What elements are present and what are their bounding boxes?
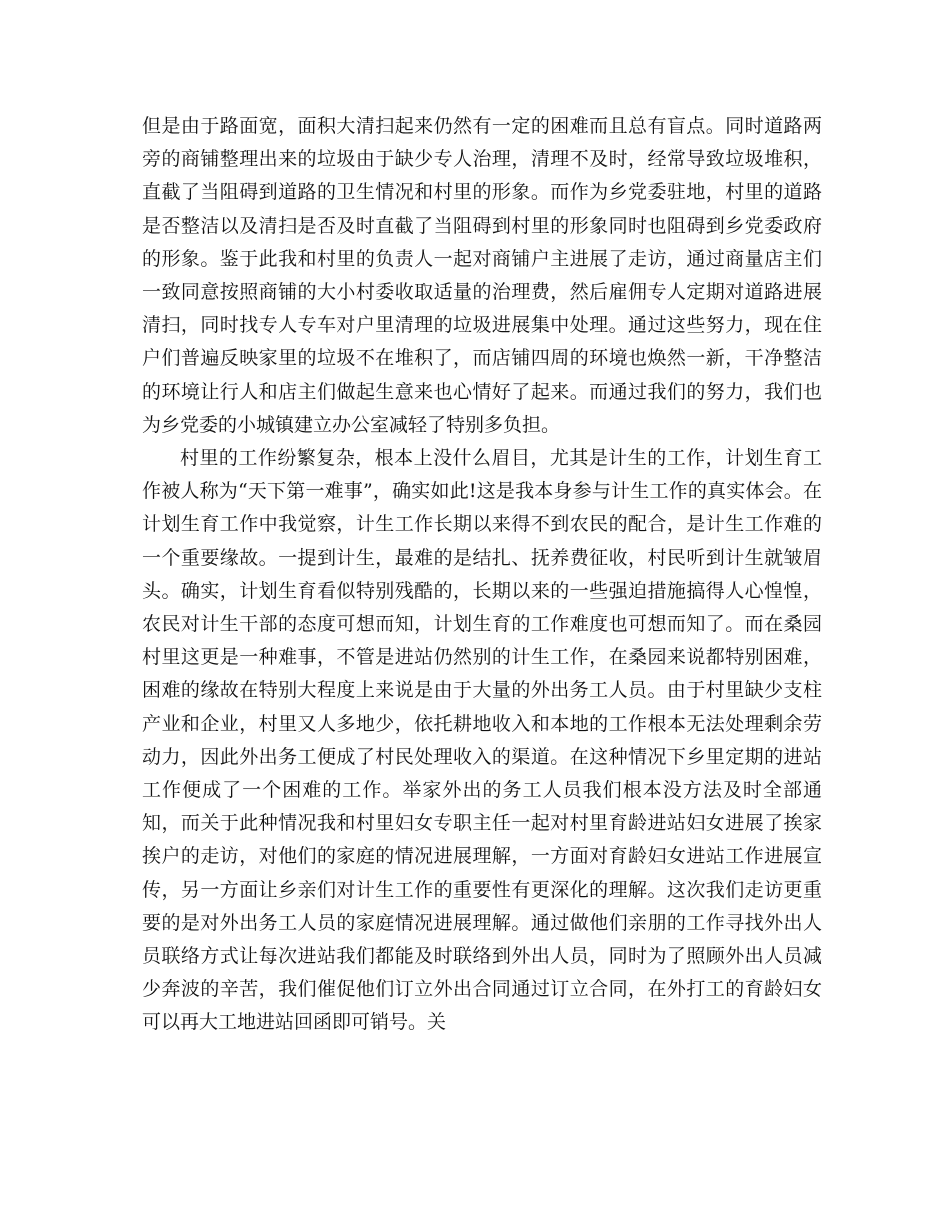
document-body xyxy=(142,110,822,1040)
paragraph-2: 村里的工作纷繁复杂，根本上没什么眉目，尤其是计生的工作，计划生育工作被人称为“天下第一难事”，确实如此!这是我本身参与计生工作的真实体会。在计划生育工作中我觉察，计生工作长期以来得不到农民的配合，是计生工作难的一个重要缘故。一提到计生，最难的是结扎、抚养费征收，村民听到计生就皱眉头。确实，计划生育看似特别残酷的，长期以来的一些强迫措施搞得人心惶惶，农民对计生干部的态度可想而知，计划生育的工作难度也可想而知了。而在桑园村里这更是一种难事，不管是进站仍然别的计生工作，在桑园来说都特别困难，困难的缘故在特别大程度上来说是由于大量的外出务工人员。由于村里缺少支柱产业和企业，村里又人多地少，依托耕地收入和本地的工作根本无法处理剩余劳动力，因此外出务工便成了村民处理收入的渠道。在这种情况下乡里定期的进站工作便成了一个困难的工作。举家外出的务工人员我们根本没方法及时全部通知，而关于此种情况我和村里妇女专职主任一起对村里育龄进站妇女进展了挨家挨户的走访，对他们的家庭的情况进展理解，一方面对育龄妇女进站工作进展宣传，另一方面让乡亲们对计生工作的重要性有更深化的理解。这次我们走访更重要的是对外出务工人员的家庭情况进展理解。通过做他们亲朋的工作寻找外出人员联络方式让每次进站我们都能及时联络到外出人员，同时为了照顾外出人员减少奔波的辛苦，我们催促他们订立外出合同通过订立合同，在外打工的育龄妇女可以再大工地进站回函即可销号。关 xyxy=(142,447,822,1034)
paragraph-1: 但是由于路面宽，面积大清扫起来仍然有一定的困难而且总有盲点。同时道路两旁的商铺整理出来的垃圾由于缺少专人治理，清理不及时，经常导致垃圾堆积，直截了当阻碍到道路的卫生情况和村里的形象。而作为乡党委驻地，村里的道路是否整洁以及清扫是否及时直截了当阻碍到村里的形象同时也阻碍到乡党委政府的形象。鉴于此我和村里的负责人一起对商铺户主进展了走访，通过商量店主们一致同意按照商铺的大小村委收取适量的治理费，然后雇佣专人定期对道路进展清扫，同时找专人专车对户里清理的垃圾进展集中处理。通过这些努力，现在住户们普遍反映家里的垃圾不在堆积了，而店铺四周的环境也焕然一新，干净整洁的环境让行人和店主们做起生意来也心情好了起来。而通过我们的努力，我们也为乡党委的小城镇建立办公室减轻了特别多负担。 xyxy=(142,115,822,436)
